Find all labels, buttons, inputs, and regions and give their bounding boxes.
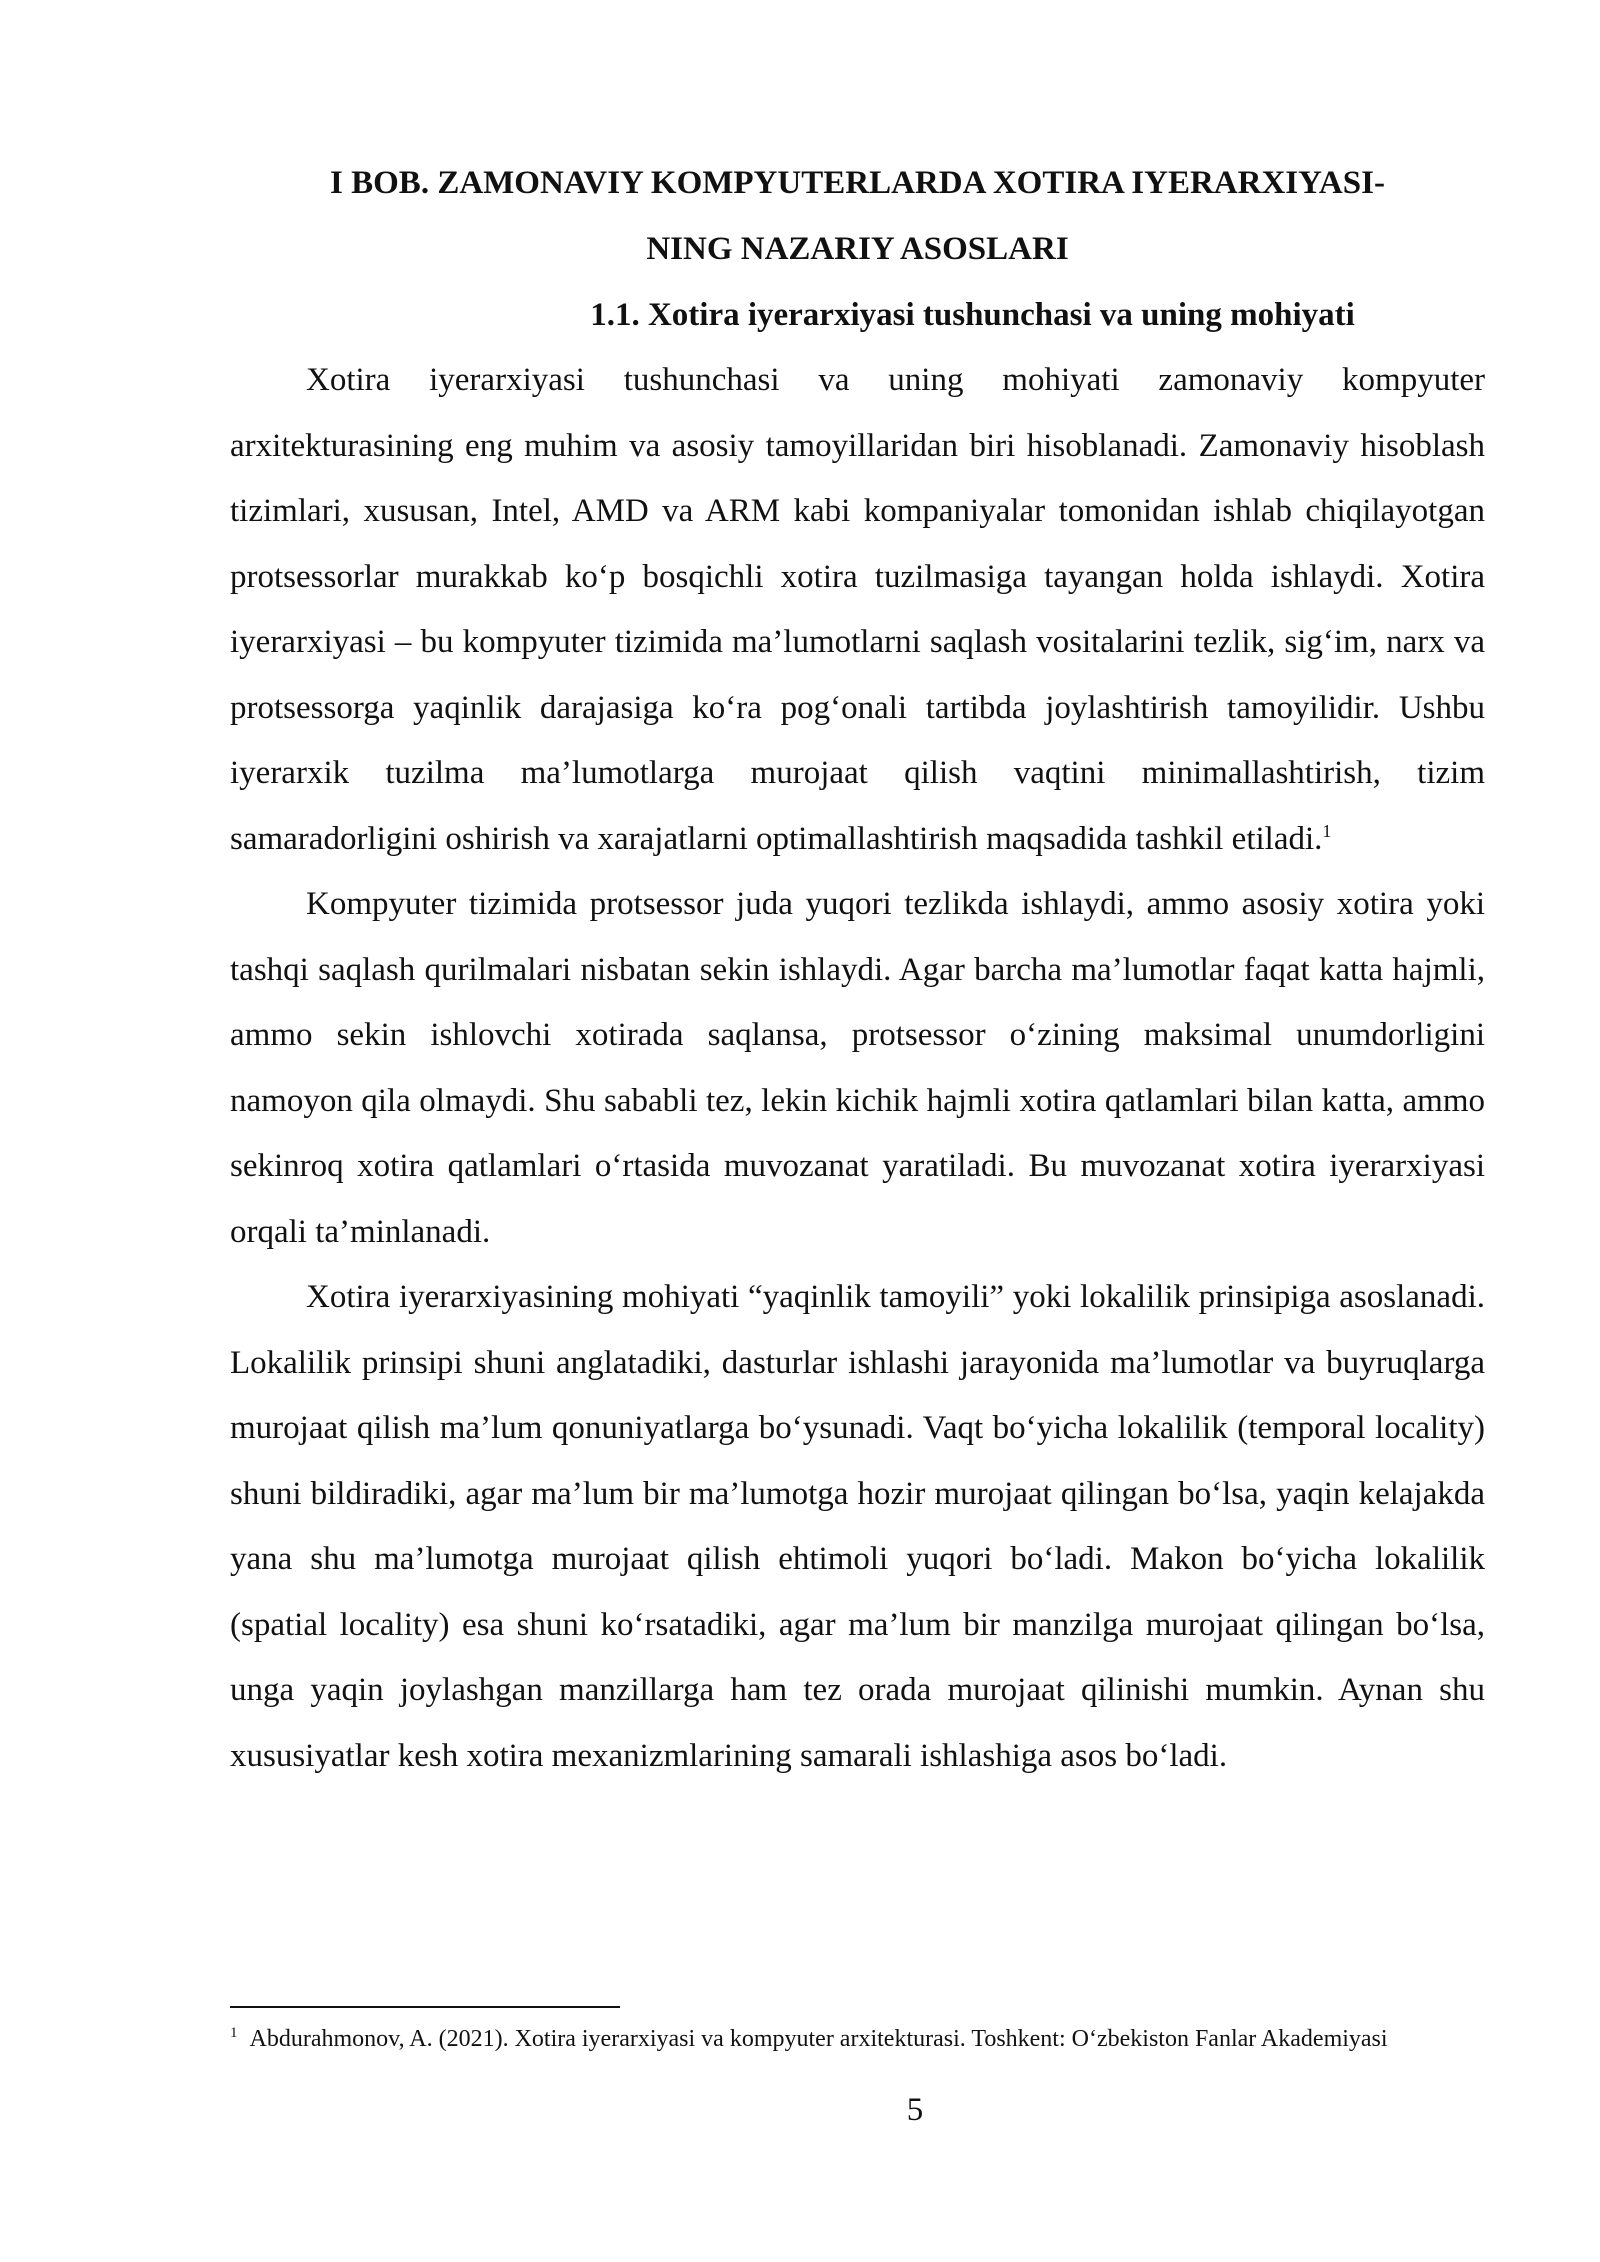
paragraph-2: Kompyuter tizimida protsessor juda yuqori tezlikda ishlaydi, ammo asosiy xotira yoki tashqi saqlash qurilmalari nisbatan sekin ishlaydi. Agar barcha ma’lumotlar faqat katta hajmli, ammo sekin ishlovchi xotirada saqlansa, protsessor o‘zining maksimal unumdorligini namoyon qila olmaydi. Shu sababli tez, lekin kichik hajmli xotira qatlamlari bilan katta, ammo sekinroq xotira qatlamlari o‘rtasida muvozanat yaratiladi. Bu muvozanat xotira iyerarxiyasi orqali ta’minlanadi. — [230, 886, 1485, 1250]
footnote — [230, 2024, 1485, 2055]
footnote-reference[interactable]: 1 — [1322, 820, 1332, 841]
section-title: 1.1. Xotira iyerarxiyasi tushunchasi va uning mohiyati — [590, 297, 1355, 333]
footnote-text: Abdurahmonov, A. (2021). Xotira iyerarxiyasi va kompyuter arxitekturasi. Toshkent: O‘zbekiston Fanlar Akademiyasi — [249, 2026, 1388, 2052]
chapter-title-line-1: I BOB. ZAMONAVIY KOMPYUTERLARDA XOTIRA IYERARXIYASI- — [330, 165, 1385, 201]
paragraph-1-text: Xotira iyerarxiyasi tushunchasi va uning mohiyati zamonaviy kompyuter arxitekturasining eng muhim va asosiy tamoyillaridan biri hisoblanadi. Zamonaviy hisoblash tizimlari, xususan, Intel, AMD va ARM kabi kompaniyalar tomonidan ishlab chiqilayotgan protsessorlar murakkab ko‘p bosqichli xotira tuzilmasiga tayangan holda ishlaydi. Xotira iyerarxiyasi – bu kompyuter tizimida ma’lumotlarni saqlash vositalarini tezlik, sig‘im, narx va protsessorga yaqinlik darajasiga ko‘ra pog‘onali tartibda joylashtirish tamoyilidir. Ushbu iyerarxik tuzilma ma’lumotlarga murojaat qilish vaqtini minimallashtirish, tizim samaradorligini oshirish va xarajatlarni optimallashtirish maqsadida tashkil etiladi. — [230, 362, 1485, 857]
paragraph-3: Xotira iyerarxiyasining mohiyati “yaqinlik tamoyili” yoki lokalilik prinsipiga asoslanadi. Lokalilik prinsipi shuni anglatadiki, dasturlar ishlashi jarayonida ma’lumotlar va buyruqlarga murojaat qilish ma’lum qonuniyatlarga bo‘ysunadi. Vaqt bo‘yicha lokalilik (temporal locality) shuni bildiradiki, agar ma’lum bir ma’lumotga hozir murojaat qilingan bo‘lsa, yaqin kelajakda yana shu ma’lumotga murojaat qilish ehtimoli yuqori bo‘ladi. Makon bo‘yicha lokalilik (spatial locality) esa shuni ko‘rsatadiki, agar ma’lum bir manzilga murojaat qilingan bo‘lsa, unga yaqin joylashgan manzillarga ham tez orada murojaat qilinishi mumkin. Aynan shu xususiyatlar kesh xotira mexanizmlarining samarali ishlashiga asos bo‘ladi. — [230, 1279, 1485, 1774]
footnote-separator — [230, 2006, 620, 2008]
paragraph-1 — [230, 348, 1485, 872]
footnote-marker: 1 — [230, 2025, 238, 2041]
chapter-title — [230, 150, 1485, 282]
chapter-title-line-2: NING NAZARIY ASOSLARI — [646, 231, 1069, 267]
document-page — [230, 150, 1485, 1789]
page-number: 5 — [906, 2092, 924, 2128]
